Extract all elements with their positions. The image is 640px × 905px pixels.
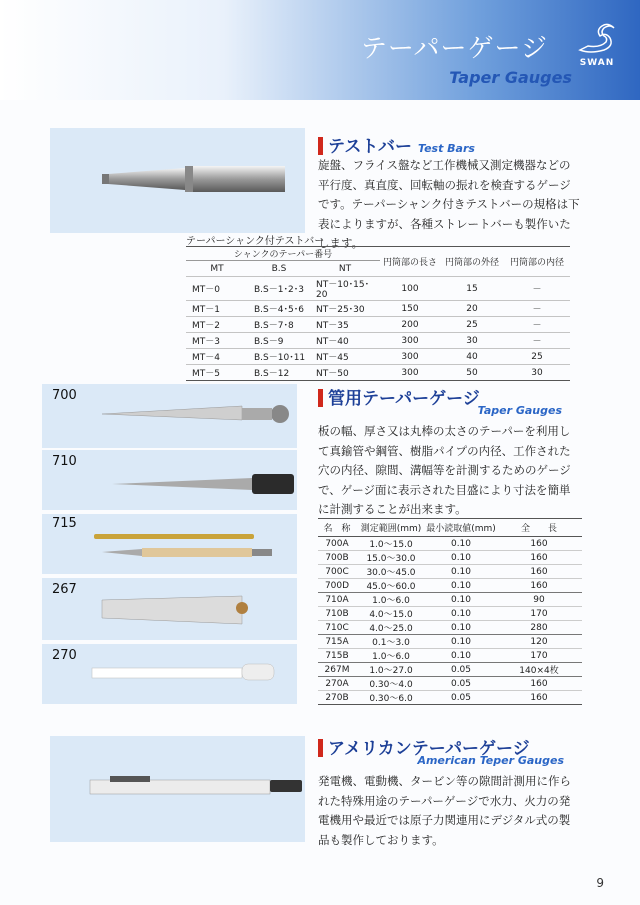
table2-cell: 0.10 [426,593,496,607]
gauge-715-image [42,514,297,574]
gauge-270-image [42,644,297,704]
table2-cell: 0.05 [426,677,496,691]
taper-gauges-description: 板の幅、厚さ又は丸棒の太さのテーパーを利用して真鍮管や鋼管、樹脂パイプの内径、工作された穴の内径、隙間、溝幅等を計測するためのゲージで、ゲージ面に表示された目盛により寸法を簡単に計測することが出来ます。 [318,424,571,516]
table2-row [318,593,582,607]
table2-cell: 1.0～6.0 [356,649,426,663]
table1-cell: － [504,277,570,301]
table2-cell: 0.10 [426,607,496,621]
table2-cell: 700A [318,537,356,551]
table1-cell: MT－2 [186,317,248,333]
logo-brand: SWAN [579,58,615,68]
test-bars-description: 旋盤、フライス盤など工作機械又測定機器などの平行度、真直度、回転軸の振れを検査するゲージです。テーパーシャンク付きテストバーの規格は下表によりますが、各種ストレートバーも製作いたします。 [318,158,580,250]
table1-cell: NT－40 [310,333,380,349]
photo-label: 715 [52,516,77,531]
heading-text: 管用テーパーゲージ [328,389,480,409]
table2-cell: 0.10 [426,551,496,565]
table2-cell: 0.10 [426,565,496,579]
table1-cell: B.S－12 [248,365,310,381]
photo-panel-710 [42,450,297,510]
table1-header: 円筒部の長さ [380,247,440,277]
table2-cell: 715A [318,635,356,649]
table2-cell: 120 [496,635,582,649]
table2-cell: 160 [496,537,582,551]
taper-gauge-table [318,518,582,705]
table2-row [318,551,582,565]
table1-cell: MT－4 [186,349,248,365]
table2-row [318,621,582,635]
gauge-267-image [42,578,297,640]
photo-panel-715 [42,514,297,574]
table2-row [318,579,582,593]
table2-header: 全 長 [496,519,582,537]
photo-label: 710 [52,454,77,469]
table2-cell: 1.0～6.0 [356,593,426,607]
table1-row [186,317,570,333]
photo-panel-700 [42,384,297,448]
table1-cell: NT－35 [310,317,380,333]
table2-row [318,677,582,691]
table2-cell: 160 [496,691,582,705]
table2-cell: 700C [318,565,356,579]
table1-cell: B.S－9 [248,333,310,349]
photo-label: 267 [52,582,77,597]
table1-cell: MT－0 [186,277,248,301]
table2-cell: 160 [496,551,582,565]
table1-cell: NT－50 [310,365,380,381]
table1-row [186,277,570,301]
table1-cell: 30 [504,365,570,381]
table1-cell: 30 [440,333,504,349]
american-gauge-image [50,736,305,842]
table1-cell: 300 [380,333,440,349]
table2-row [318,663,582,677]
table2-cell: 90 [496,593,582,607]
table2-cell: 0.10 [426,635,496,649]
table1-cell: 15 [440,277,504,301]
table1-cell: 150 [380,301,440,317]
table2-cell: 170 [496,607,582,621]
table2-row [318,565,582,579]
section-heading-taper-gauges [318,384,480,409]
table2-cell: 0.10 [426,621,496,635]
table1-header: NT [310,261,380,277]
heading-marker [318,389,323,407]
table1-cell: MT－1 [186,301,248,317]
table1-cell: NT－25･30 [310,301,380,317]
table1-header: 円筒部の内径 [504,247,570,277]
table2-cell: 0.30～4.0 [356,677,426,691]
table1-cell: MT－5 [186,365,248,381]
table1-cell: 100 [380,277,440,301]
table2-cell: 0.10 [426,537,496,551]
gauge-700-image [42,384,297,448]
table2-cell: 0.10 [426,649,496,663]
table2-cell: 160 [496,579,582,593]
table2-cell: 1.0～15.0 [356,537,426,551]
table1-group-header: シャンクのテーパー番号 [186,247,380,261]
table2-cell: 710A [318,593,356,607]
table2-row [318,537,582,551]
table1-cell: 25 [440,317,504,333]
table2-cell: 267M [318,663,356,677]
table2-cell: 4.0～15.0 [356,607,426,621]
table1-cell: 300 [380,365,440,381]
heading-text: テストバー [328,137,412,157]
american-gauge-photo [50,736,305,842]
page-subtitle: Taper Gauges [449,68,572,87]
table2-cell: 0.1～3.0 [356,635,426,649]
table1-row [186,365,570,381]
table2-header: 名 称 [318,519,356,537]
table2-cell: 30.0～45.0 [356,565,426,579]
table2-cell: 0.10 [426,579,496,593]
table1-cell: 25 [504,349,570,365]
table2-cell: 4.0～25.0 [356,621,426,635]
table1-cell: － [504,301,570,317]
test-bar-image [50,128,305,233]
table2-cell: 170 [496,649,582,663]
heading-text: アメリカンテーパーゲージ [328,739,530,759]
table1-row [186,349,570,365]
table2-cell: 160 [496,677,582,691]
table1-header: B.S [248,261,310,277]
table2-header: 最小読取値(mm) [426,519,496,537]
table2-header: 測定範囲(mm) [356,519,426,537]
heading-en: American Teper Gauges [417,754,564,767]
heading-en: Taper Gauges [477,404,562,417]
table2-cell: 270A [318,677,356,691]
test-bar-photo [50,128,305,233]
table2-row [318,691,582,705]
table1-row [186,301,570,317]
table2-cell: 0.30～6.0 [356,691,426,705]
table1-header: MT [186,261,248,277]
table1-cell: B.S－1･2･3 [248,277,310,301]
table2-row [318,649,582,663]
table2-cell: 710B [318,607,356,621]
table2-row [318,607,582,621]
photo-panel-267 [42,578,297,640]
page-number: 9 [596,876,604,890]
photo-label: 270 [52,648,77,663]
table1-row [186,333,570,349]
table1-cell: 200 [380,317,440,333]
heading-marker [318,137,323,155]
table1-cell: MT－3 [186,333,248,349]
table2-cell: 700B [318,551,356,565]
table2-cell: 160 [496,565,582,579]
heading-en: Test Bars [417,142,475,155]
table1-cell: 20 [440,301,504,317]
page-title: テーパーゲージ [360,34,548,64]
table2-cell: 45.0～60.0 [356,579,426,593]
table2-cell: 1.0～27.0 [356,663,426,677]
heading-marker [318,739,323,757]
table1-header: 円筒部の外径 [440,247,504,277]
table2-cell: 15.0～30.0 [356,551,426,565]
table1-cell: － [504,317,570,333]
table1-cell: NT－45 [310,349,380,365]
table2-cell: 0.05 [426,663,496,677]
table1-cell: 300 [380,349,440,365]
american-gauges-description: 発電機、電動機、タービン等の隙間計測用に作られた特殊用途のテーパーゲージで水力、火力の発電機用や最近では原子力関連用にデジタル式の製品も製作しております。 [318,774,571,847]
swan-logo [570,20,624,68]
test-bar-table [186,246,570,381]
swan-icon [570,20,624,56]
table1-caption: テーパーシャンク付テストバー [186,236,325,247]
table2-cell: 140×4枚 [496,663,582,677]
table2-row [318,635,582,649]
table1-cell: － [504,333,570,349]
table1-cell: 50 [440,365,504,381]
photo-label: 700 [52,388,77,403]
table1-cell: B.S－10･11 [248,349,310,365]
section-heading-test-bars [318,132,475,157]
table2-cell: 700D [318,579,356,593]
table2-cell: 0.05 [426,691,496,705]
table1-cell: B.S－7･8 [248,317,310,333]
gauge-710-image [42,450,297,510]
table2-cell: 710C [318,621,356,635]
table2-cell: 270B [318,691,356,705]
table1-cell: B.S－4･5･6 [248,301,310,317]
table2-cell: 280 [496,621,582,635]
table1-cell: 40 [440,349,504,365]
table1-cell: NT－10･15･20 [310,277,380,301]
photo-panel-270 [42,644,297,704]
table2-cell: 715B [318,649,356,663]
